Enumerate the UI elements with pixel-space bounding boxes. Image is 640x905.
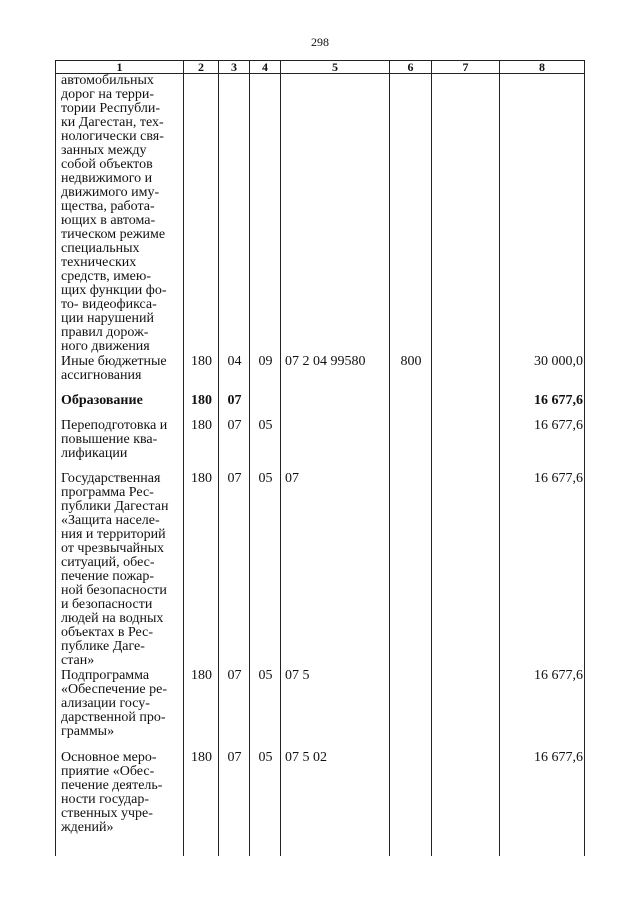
amount-cell: 16 677,6 — [500, 669, 585, 751]
amount-cell: 16 677,6 — [500, 419, 585, 472]
subsection-code-cell — [250, 394, 281, 419]
admin-code-cell: 180 — [184, 751, 219, 856]
subsection-code-cell: 05 — [250, 419, 281, 472]
row-name-cell — [56, 419, 184, 472]
column-7-cell — [432, 419, 500, 472]
subsection-code-cell: 05 — [250, 472, 281, 669]
section-code-cell — [219, 74, 250, 355]
admin-code-cell: 180 — [184, 419, 219, 472]
admin-code-cell: 180 — [184, 355, 219, 394]
column-header-8: 8 — [500, 61, 585, 74]
expense-type-cell — [390, 419, 432, 472]
admin-code-cell: 180 — [184, 394, 219, 419]
target-article-cell — [281, 74, 390, 355]
expense-type-cell — [390, 394, 432, 419]
column-header-4: 4 — [250, 61, 281, 74]
row-name-cell — [56, 669, 184, 751]
row-name: Переподготовка и повышение ква- лификации — [61, 417, 168, 461]
admin-code-cell: 180 — [184, 669, 219, 751]
target-article-cell — [281, 419, 390, 472]
target-article-cell — [281, 394, 390, 419]
admin-code-cell — [184, 74, 219, 355]
row-name: Государственная программа Рес- публики Дагестан «Защита населе- ния и территорий от чрезвычайных ситуаций, обес- печение пожар- ной безопасности и безопасности людей на водных объектах в Рес- публике Даге- стан» — [61, 470, 169, 668]
column-7-cell — [432, 472, 500, 669]
table-row — [56, 751, 585, 856]
page-number: 298 — [311, 35, 329, 49]
row-name-cell — [56, 394, 184, 419]
amount-cell: 16 677,6 — [500, 394, 585, 419]
column-header-1: 1 — [56, 61, 184, 74]
row-name: автомобильных дорог на терри- тории Республи- ки Дагестан, тех- нологически свя- занных между собой объектов недвижимого и движимого иму- щества, работа- ющих в автома- тическом режиме специальных технических средств, имею- щих функции фо- то- видеофикса- ции нарушений правил дорож- ного движения — [61, 73, 167, 354]
section-code-cell: 04 — [219, 355, 250, 394]
subsection-code-cell: 05 — [250, 669, 281, 751]
expense-type-cell — [390, 669, 432, 751]
expense-type-cell — [390, 751, 432, 856]
amount-cell: 16 677,6 — [500, 472, 585, 669]
section-code-cell: 07 — [219, 394, 250, 419]
row-name: Образование — [61, 392, 143, 408]
subsection-code-cell: 05 — [250, 751, 281, 856]
expense-type-cell: 800 — [390, 355, 432, 394]
target-article-cell: 07 2 04 99580 — [281, 355, 390, 394]
table-row — [56, 669, 585, 751]
target-article-cell: 07 5 — [281, 669, 390, 751]
column-header-5: 5 — [281, 61, 390, 74]
column-7-cell — [432, 751, 500, 856]
row-name-cell — [56, 472, 184, 669]
row-name: Основное меро- приятие «Обес- печение деятель- ности государ- ственных учре- ждений» — [61, 749, 163, 835]
column-header-2: 2 — [184, 61, 219, 74]
column-header-6: 6 — [390, 61, 432, 74]
amount-cell: 30 000,0 — [500, 355, 585, 394]
row-name: Подпрограмма «Обеспечение ре- ализации госу- дарственной про- граммы» — [61, 667, 168, 739]
expense-type-cell — [390, 472, 432, 669]
section-code-cell: 07 — [219, 751, 250, 856]
subsection-code-cell — [250, 74, 281, 355]
column-7-cell — [432, 394, 500, 419]
budget-table — [55, 60, 585, 856]
column-header-3: 3 — [219, 61, 250, 74]
target-article-cell: 07 — [281, 472, 390, 669]
table-row — [56, 472, 585, 669]
subsection-code-cell: 09 — [250, 355, 281, 394]
table-header-row — [56, 61, 585, 74]
table-row — [56, 394, 585, 419]
amount-cell — [500, 74, 585, 355]
section-code-cell: 07 — [219, 472, 250, 669]
table-row — [56, 355, 585, 394]
row-name-cell — [56, 751, 184, 856]
table-row — [56, 419, 585, 472]
column-7-cell — [432, 74, 500, 355]
section-code-cell: 07 — [219, 419, 250, 472]
row-name-cell — [56, 74, 184, 355]
table-row — [56, 74, 585, 355]
admin-code-cell: 180 — [184, 472, 219, 669]
row-name-cell — [56, 355, 184, 394]
column-7-cell — [432, 669, 500, 751]
row-name: Иные бюджетные ассигнования — [61, 353, 167, 383]
expense-type-cell — [390, 74, 432, 355]
target-article-cell: 07 5 02 — [281, 751, 390, 856]
column-header-7: 7 — [432, 61, 500, 74]
column-7-cell — [432, 355, 500, 394]
amount-cell: 16 677,6 — [500, 751, 585, 856]
section-code-cell: 07 — [219, 669, 250, 751]
